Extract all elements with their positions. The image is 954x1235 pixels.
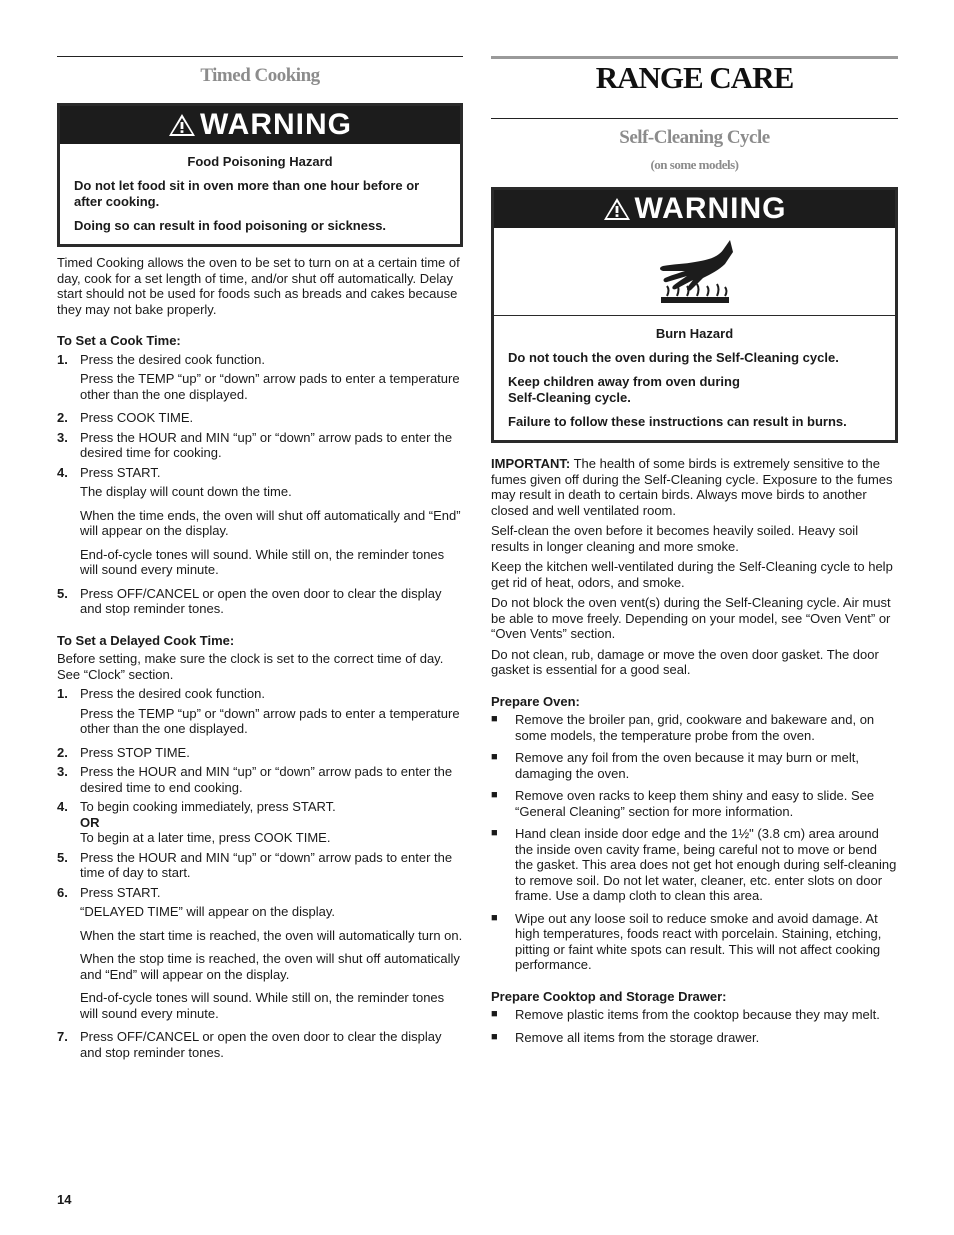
list-item: ■ Remove any foil from the oven because it may burn or melt, damaging the oven.	[491, 750, 859, 781]
prepare-oven-list	[491, 712, 898, 973]
list-item: ■ Hand clean inside door edge and the 1½" (3.8 cm) area around the inside oven cavity frame, being careful not to move or bend the gasket. This area does not get hot enough during self-cleaning to remove soil. Do not let water, cleaner, etc. enter slots on door frame. Use a damp cloth to clean this area.	[491, 826, 897, 903]
delayed-steps	[57, 686, 463, 1060]
body-paragraph: Do not clean, rub, damage or move the oven door gasket. The door gasket is essential for a good seal.	[491, 646, 879, 677]
body-paragraph: Do not block the oven vent(s) during the Self-Cleaning cycle. Air must be able to move freely. Depending on your model, see “Oven Vent” or “Oven Vents” section.	[491, 595, 891, 641]
warning-label: WARNING	[634, 192, 787, 226]
warning-header	[60, 106, 460, 144]
step-item: 3. Press the HOUR and MIN “up” or “down” arrow pads to enter the desired time for cooking.	[57, 429, 453, 460]
prepare-cooktop-list	[491, 1007, 898, 1045]
bullet-square-icon: ■	[491, 1008, 498, 1020]
body-paragraph: Self-clean the oven before it becomes heavily soiled. Heavy soil results in longer cleaning and more smoke.	[491, 523, 859, 554]
list-item: ■ Wipe out any loose soil to reduce smoke and avoid damage. At high temperatures, foods react with porcelain. Staining, etching, pitting or faint white spots can result. This will not affect cooking performance.	[491, 910, 882, 972]
step-sub: Press the TEMP “up” or “down” arrow pads to enter a temperature other than the one displayed.	[80, 371, 460, 402]
title-divider	[491, 118, 898, 119]
step-item: 4. Press START.	[57, 464, 161, 480]
delayed-cook-time-heading: To Set a Delayed Cook Time:	[57, 632, 235, 648]
section-title: Self-Cleaning Cycle	[619, 127, 770, 148]
body-paragraph: Keep the kitchen well-ventilated during the Self-Cleaning cycle to help get rid of heat, odors, and smoke.	[491, 559, 893, 590]
step-item: 3. Press the HOUR and MIN “up” or “down” arrow pads to enter the desired time to end cooking.	[57, 764, 453, 795]
delayed-intro: Before setting, make sure the clock is set to the correct time of day. See “Clock” section.	[57, 651, 444, 682]
list-item: ■ Remove oven racks to keep them shiny and easy to slide. See “General Cleaning” section for more information.	[491, 788, 875, 819]
timed-cooking-content	[57, 255, 463, 1064]
warning-body	[494, 316, 895, 440]
bullet-square-icon: ■	[491, 789, 498, 801]
bullet-square-icon: ■	[491, 751, 498, 763]
warning-triangle-icon	[168, 113, 196, 137]
intro-paragraph: Timed Cooking allows the oven to be set to turn on at a certain time of day, cook for a set length of time, and/or shut off automatically. Delay start should not be used for foods such as breads and cakes because they may not bake properly.	[57, 255, 460, 317]
self-cleaning-content	[491, 456, 898, 1052]
warning-box	[57, 103, 463, 247]
warning-line: Failure to follow these instructions can result in burns.	[508, 414, 847, 429]
step-item: 2. Press COOK TIME.	[57, 410, 194, 425]
step-sub: “DELAYED TIME” will appear on the display.	[80, 904, 336, 919]
warning-line: Keep children away from oven during Self-Cleaning cycle.	[508, 374, 740, 405]
step-sub: The display will count down the time.	[80, 484, 292, 499]
step-item: 6. Press START.	[57, 884, 161, 900]
section-subtitle: (on some models)	[650, 157, 739, 172]
cook-time-heading: To Set a Cook Time:	[57, 333, 181, 348]
bullet-square-icon: ■	[491, 713, 498, 725]
prepare-cooktop-heading: Prepare Cooktop and Storage Drawer:	[491, 988, 727, 1004]
prepare-oven-heading: Prepare Oven:	[491, 693, 580, 709]
section-title: Timed Cooking	[200, 65, 320, 86]
bullet-square-icon: ■	[491, 1030, 498, 1043]
step-item: 5. Press the HOUR and MIN “up” or “down” arrow pads to enter the time of day to start.	[57, 849, 453, 880]
bullet-square-icon: ■	[491, 911, 498, 924]
list-item: ■ Remove plastic items from the cooktop because they may melt.	[491, 1007, 880, 1022]
warning-label: WARNING	[200, 108, 352, 142]
important-paragraph: IMPORTANT: The health of some birds is extremely sensitive to the fumes given off during the Self-Cleaning cycle. Exposure to the fumes may result in death to certain birds. Always move birds to another closed and well ventilated room.	[491, 456, 893, 518]
top-divider	[57, 56, 463, 57]
warning-triangle-icon	[603, 197, 631, 221]
step-item: 1. Press the desired cook function.	[57, 686, 265, 701]
warning-line: Do not touch the oven during the Self-Cleaning cycle.	[508, 350, 839, 365]
warning-header	[494, 190, 895, 228]
step-item: 7. Press OFF/CANCEL or open the oven door to clear the display and stop reminder tones.	[57, 1029, 442, 1060]
step-item: 1. Press the desired cook function.	[57, 351, 265, 367]
bullet-square-icon: ■	[491, 827, 498, 839]
step-item: 4. To begin cooking immediately, press START. OR To begin at a later time, press COOK TIME.	[57, 799, 336, 845]
list-item: ■ Remove all items from the storage drawer.	[491, 1029, 760, 1045]
top-divider	[491, 56, 898, 59]
cook-time-steps	[57, 352, 463, 617]
step-sub: When the start time is reached, the oven will automatically turn on.	[80, 927, 463, 943]
hazard-symbol-area	[494, 228, 895, 316]
page-number: 14	[57, 1192, 72, 1207]
step-sub: When the time ends, the oven will shut off automatically and “End” will appear on the display.	[80, 507, 461, 538]
step-sub: Press the TEMP “up” or “down” arrow pads to enter a temperature other than the one displayed.	[80, 705, 460, 736]
hazard-title: Burn Hazard	[655, 326, 734, 341]
step-item: 2. Press STOP TIME.	[57, 744, 190, 760]
warning-box	[491, 187, 898, 443]
warning-line: Do not let food sit in oven more than one hour before or after cooking.	[74, 178, 420, 209]
step-sub: End-of-cycle tones will sound. While still on, the reminder tones will sound every minute.	[80, 546, 445, 577]
page-title: RANGE CARE	[595, 60, 794, 95]
warning-line: Doing so can result in food poisoning or sickness.	[74, 218, 387, 233]
hot-surface-hand-icon	[655, 238, 735, 306]
step-sub: When the stop time is reached, the oven will shut off automatically and “End” will appear on the display.	[80, 951, 460, 982]
step-item: 5. Press OFF/CANCEL or open the oven door to clear the display and stop reminder tones.	[57, 585, 442, 616]
hazard-title: Food Poisoning Hazard	[187, 154, 333, 169]
step-sub: End-of-cycle tones will sound. While still on, the reminder tones will sound every minute.	[80, 990, 445, 1021]
warning-body	[60, 144, 460, 244]
list-item: ■ Remove the broiler pan, grid, cookware and bakeware and, on some models, the temperature probe from the oven.	[491, 712, 875, 743]
